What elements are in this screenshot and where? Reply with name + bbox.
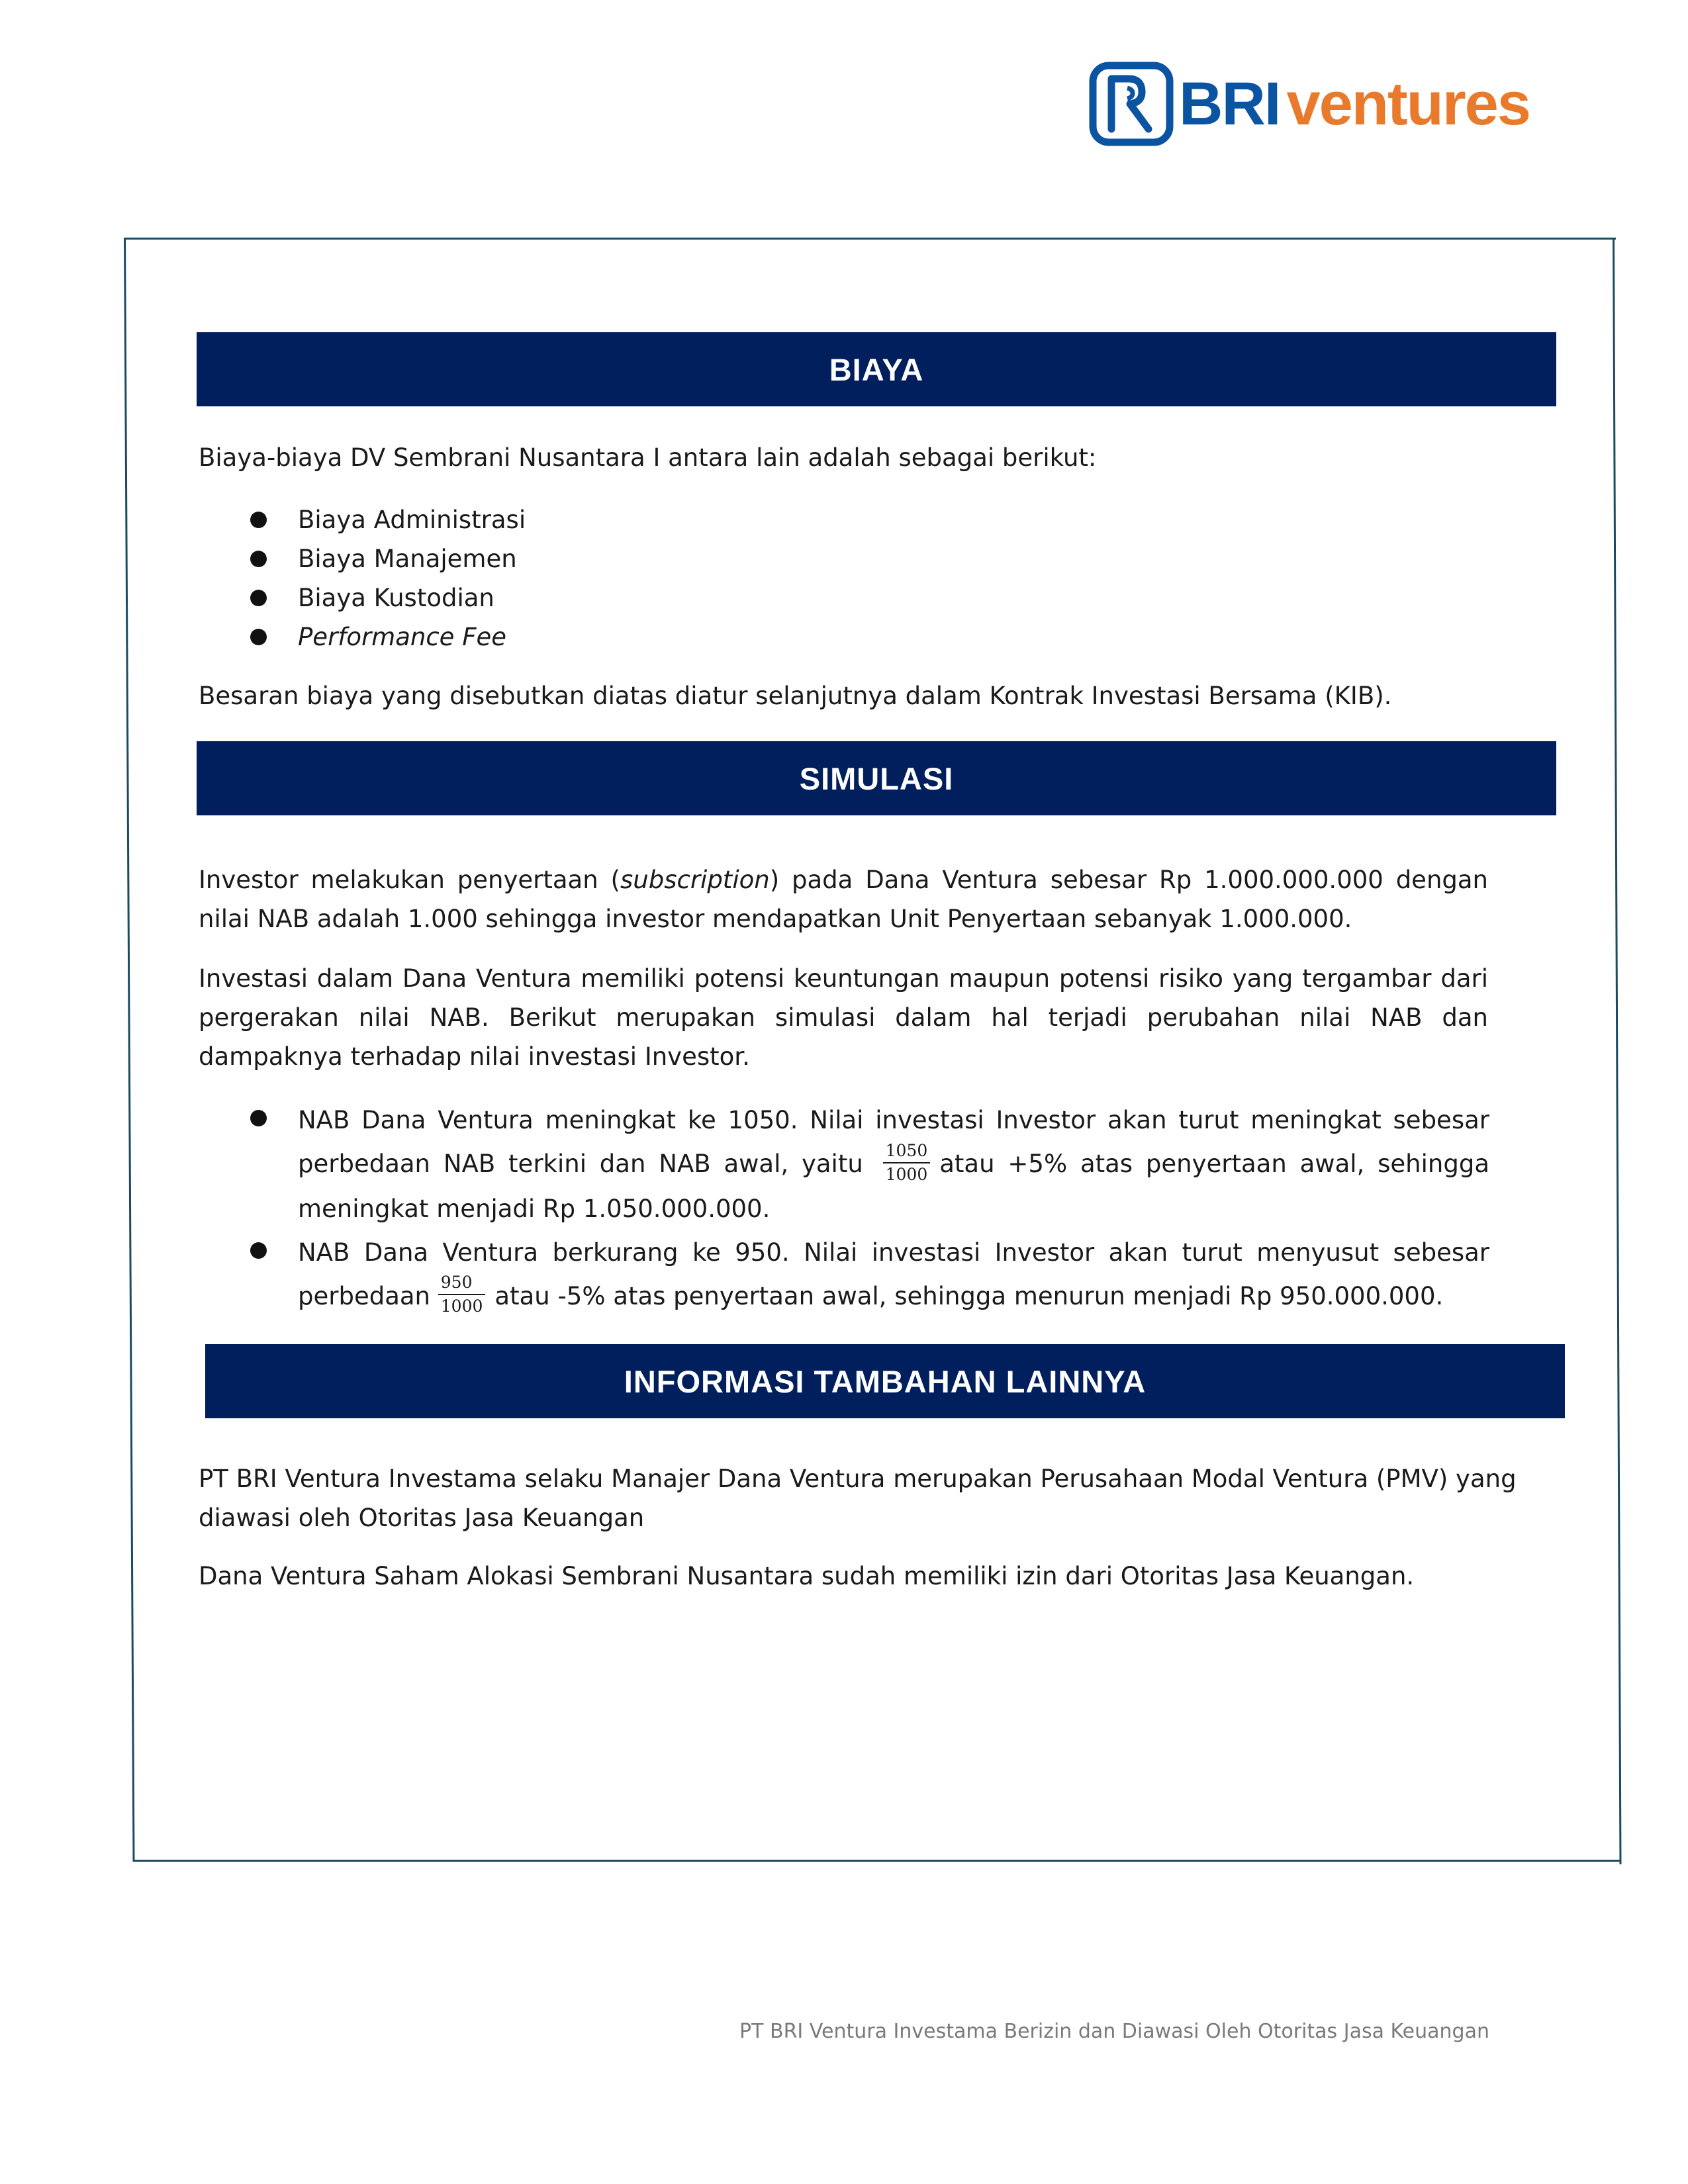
simulasi-p1-after: ) pada Dana Ventura sebesar Rp 1.000.000.000 dengan nilai NAB adalah 1.000 sehingga investor mendapatkan Unit Penyertaan sebanyak 1.000.000. [199, 866, 1488, 933]
biaya-list [199, 500, 1489, 657]
bullet-icon [250, 590, 267, 606]
simulasi-paragraph-2: Investasi dalam Dana Ventura memiliki potensi keuntungan maupun potensi risiko yang tergambar dari pergerakan nilai NAB. Berikut merupakan simulasi dalam hal terjadi perubahan nilai NAB dan dampaknya terhadap nilai investasi Investor. [199, 964, 1488, 1071]
bri-logo-mark-icon [1089, 62, 1174, 146]
frame-right-border [1613, 238, 1622, 1864]
biaya-item-label: Biaya Kustodian [298, 584, 494, 612]
frame-top-border [124, 238, 1616, 240]
simulasi-list [199, 1099, 1489, 1319]
simulasi-bullet2-before: NAB Dana Ventura berkurang ke 950. Nilai investasi Investor akan turut menyusut sebesar perbedaan [298, 1238, 1489, 1310]
logo-wordmark [1179, 70, 1530, 138]
bullet-icon [250, 512, 267, 528]
fraction-denominator: 1000 [885, 1164, 928, 1184]
simulasi-paragraph-1 [199, 860, 1488, 938]
list-item [199, 578, 1489, 617]
frame-left-border [124, 238, 135, 1862]
simulasi-bullet1-before: NAB Dana Ventura meningkat ke 1050. Nilai investasi Investor akan turut meningkat sebesar perbedaan NAB terkini dan NAB awal, yaitu [298, 1106, 1489, 1178]
info-paragraph-1: PT BRI Ventura Investama selaku Manajer Dana Ventura merupakan Perusahaan Modal Ventura (PMV) yang diawasi oleh Otoritas Jasa Keuangan [199, 1465, 1517, 1532]
section-header-simulasi: SIMULASI [197, 741, 1556, 815]
biaya-item-label: Biaya Administrasi [298, 506, 526, 534]
biaya-intro-text: Biaya-biaya DV Sembrani Nusantara I antara lain adalah sebagai berikut: [199, 443, 1097, 472]
biaya-item-label: Performance Fee [298, 623, 507, 651]
fraction-denominator: 1000 [440, 1297, 483, 1316]
bullet-icon [250, 1242, 267, 1259]
bullet-icon [250, 629, 267, 645]
list-item [199, 1231, 1489, 1320]
fraction-1050-1000 [883, 1141, 931, 1185]
page-footer: PT BRI Ventura Investama Berizin dan Diawasi Oleh Otoritas Jasa Keuangan [739, 2020, 1489, 2043]
biaya-item-label: Biaya Manajemen [298, 545, 517, 573]
info-paragraph-2: Dana Ventura Saham Alokasi Sembrani Nusantara sudah memiliki izin dari Otoritas Jasa Keuangan. [199, 1562, 1415, 1590]
fraction-numerator: 950 [438, 1273, 486, 1295]
simulasi-p1-italic: subscription [620, 866, 770, 894]
simulasi-bullet1-after: atau +5% atas penyertaan awal, sehingga meningkat menjadi Rp 1.050.000.000. [298, 1150, 1489, 1223]
fraction-numerator: 1050 [883, 1141, 931, 1163]
list-item [199, 617, 1489, 657]
bri-ventures-logo [1089, 61, 1530, 147]
fraction-950-1000 [438, 1273, 486, 1316]
logo-ventures-text: ventures [1286, 70, 1530, 138]
biaya-outro-text: Besaran biaya yang disebutkan diatas diatur selanjutnya dalam Kontrak Investasi Bersama (KIB). [199, 682, 1392, 710]
list-item [199, 1099, 1489, 1231]
bullet-icon [250, 1110, 267, 1126]
frame-bottom-border [133, 1860, 1620, 1862]
simulasi-bullet2-after: atau -5% atas penyertaan awal, sehingga menurun menjadi Rp 950.000.000. [494, 1281, 1444, 1310]
simulasi-p1-before: Investor melakukan penyertaan ( [199, 866, 620, 894]
logo-bri-text: BRI [1179, 70, 1280, 138]
list-item [199, 539, 1489, 578]
section-header-informasi-tambahan: INFORMASI TAMBAHAN LAINNYA [205, 1344, 1565, 1418]
bullet-icon [250, 551, 267, 567]
list-item [199, 500, 1489, 539]
section-header-biaya: BIAYA [197, 332, 1556, 406]
